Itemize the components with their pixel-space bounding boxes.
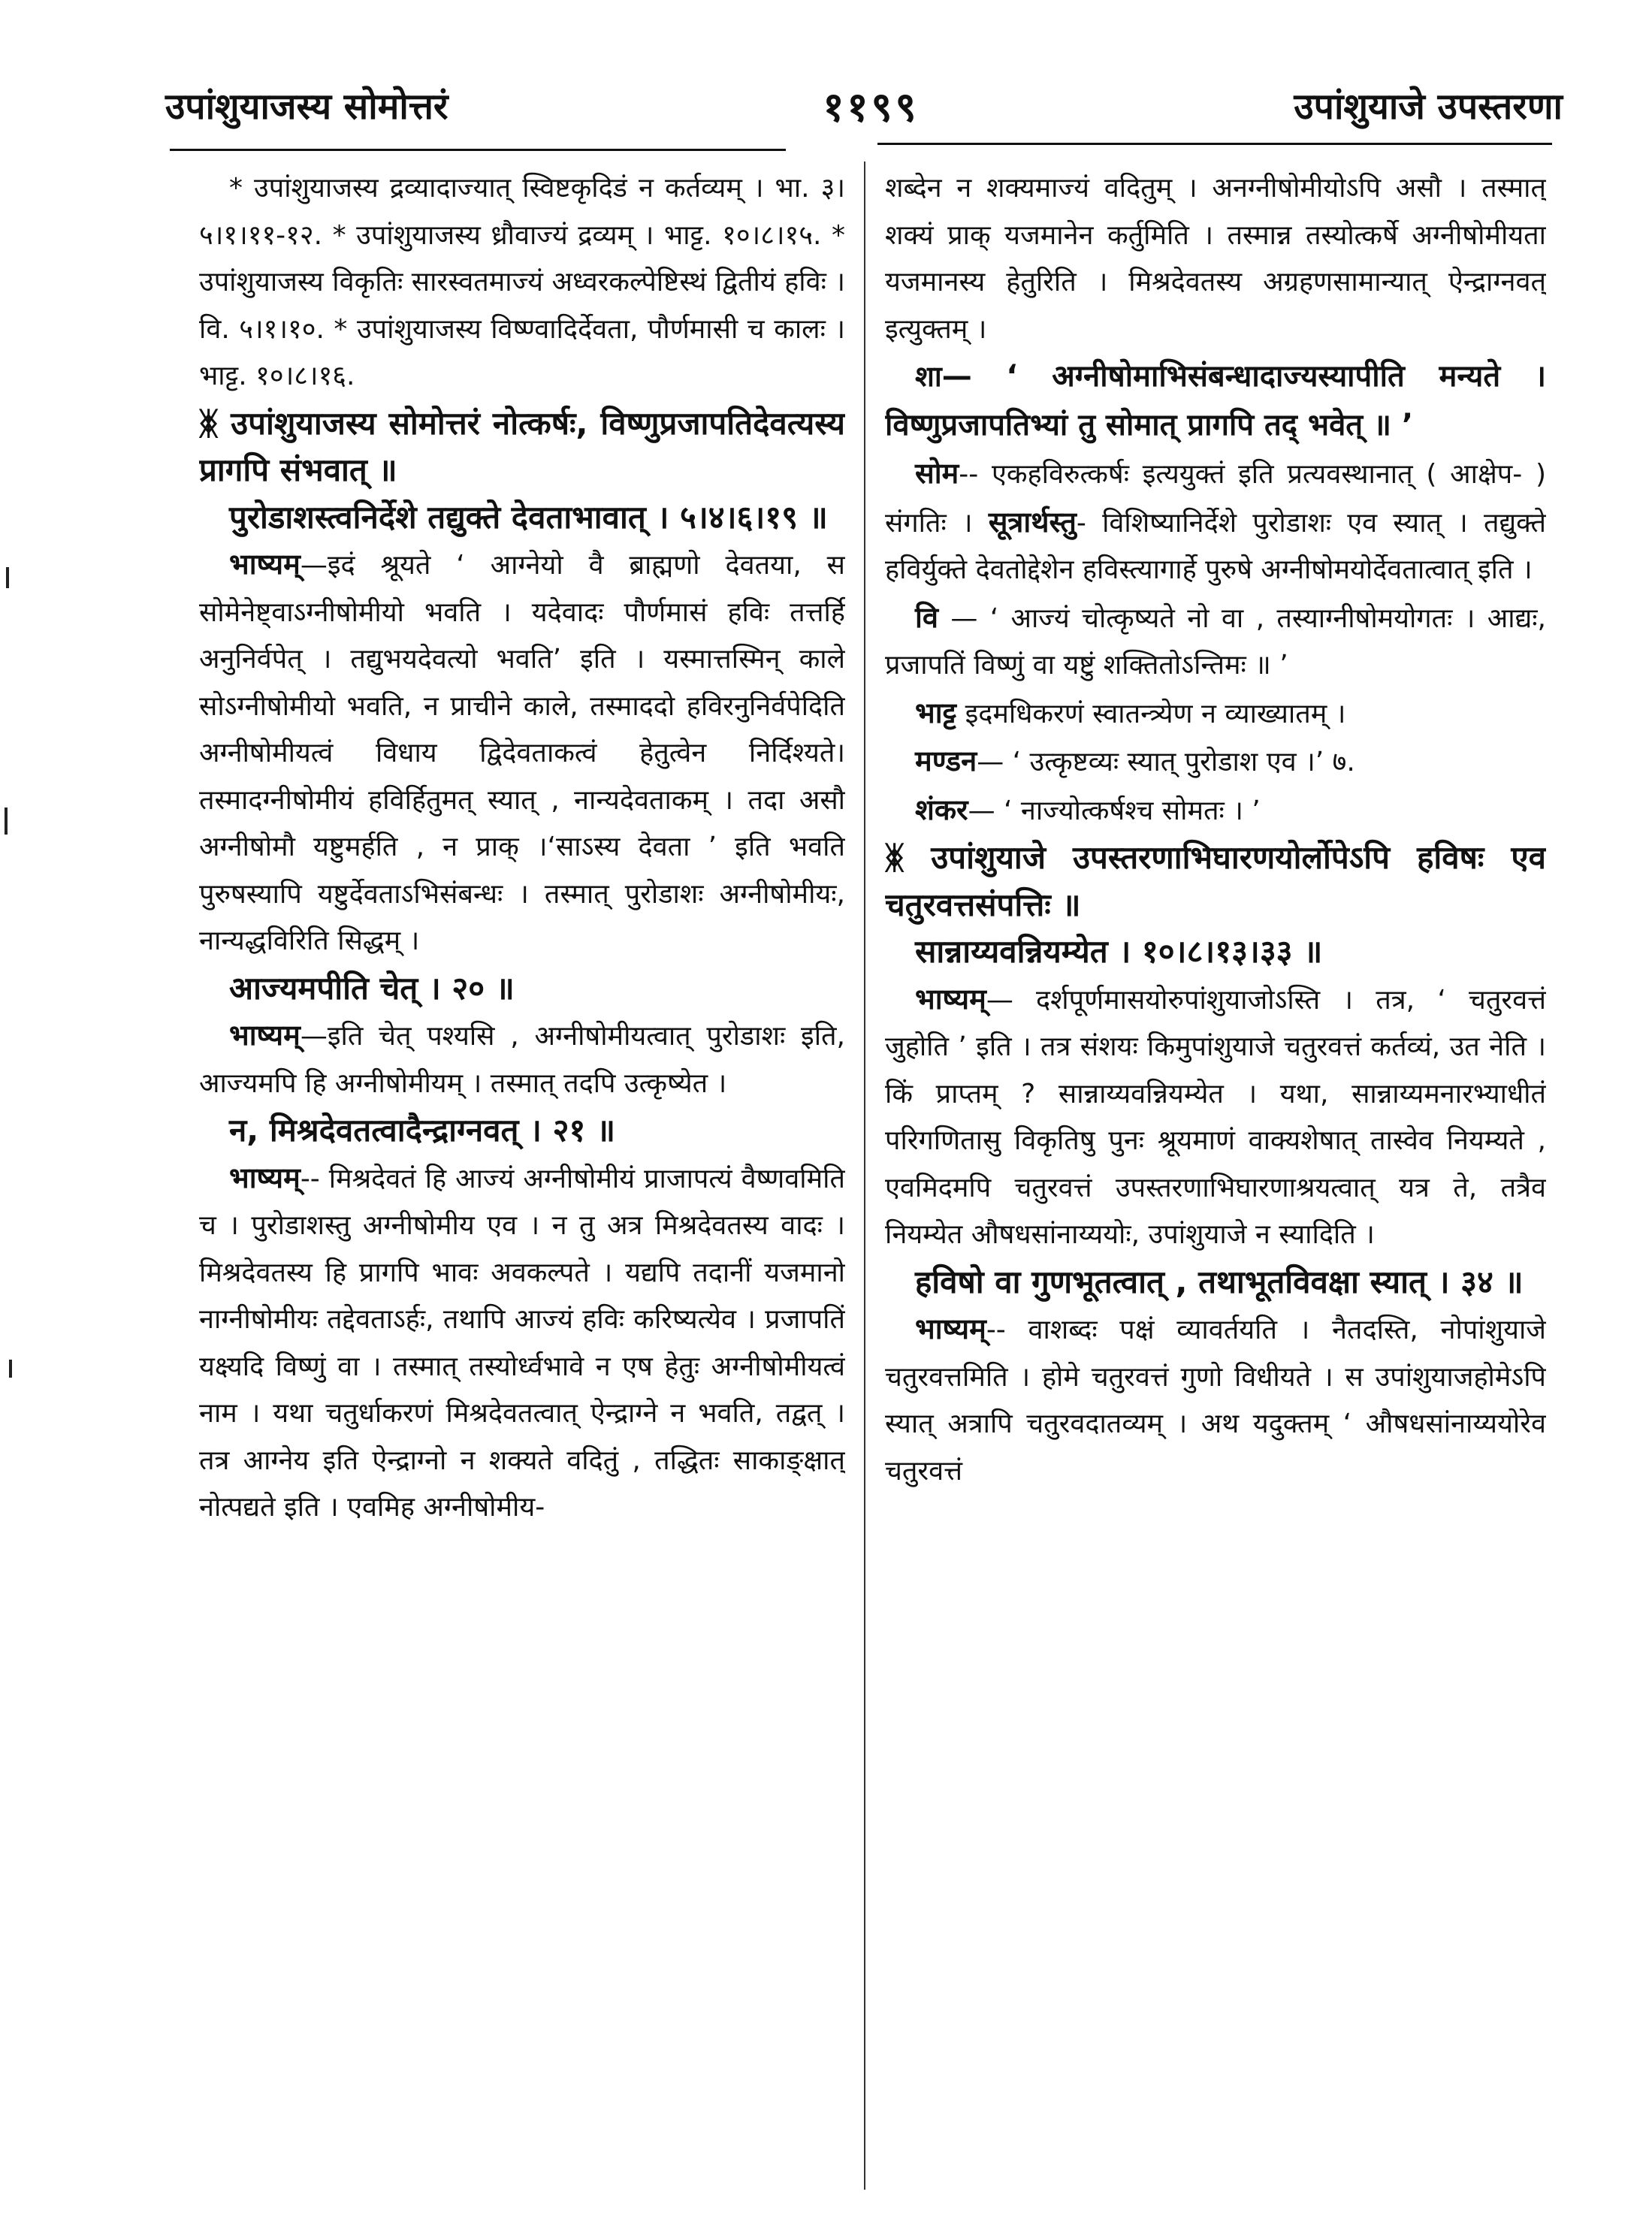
commentary-label: वि [915, 600, 938, 634]
bhashya-19 [199, 541, 845, 965]
shankara-note [885, 786, 1546, 835]
commentary-label: भाट्ट [915, 696, 957, 729]
sutra-20: आज्यमपीति चेत् । २० ॥ [229, 969, 515, 1007]
mandana-note [885, 738, 1546, 786]
sutrartha-label: सूत्रार्थस्तु [988, 505, 1077, 539]
commentary-label: शंकर [915, 792, 968, 826]
commentary-text: — ‘ उत्कृष्टव्यः स्यात् पुरोडाश एव ।’ ७. [977, 747, 1355, 777]
bhashya-33 [885, 976, 1546, 1259]
column-divider [864, 162, 865, 2190]
bhashya-21 [199, 1155, 845, 1532]
adhikarana-heading [199, 400, 845, 494]
shastradipika-note [885, 353, 1546, 450]
commentary-text: -- एकहविरुत्कर्षः इत्ययुक्तं इति प्रत्यवस्थानात् ( आक्षेप- ) संगतिः । [885, 459, 1546, 539]
running-header [165, 75, 1563, 135]
sutra-21: न, मिश्रदेवतत्वादैन्द्राग्नवत् । २१ ॥ [229, 1112, 616, 1149]
adhikarana-text: उपांशुयाजे उपस्तरणाभिघारणयोर्लोपेऽपि हविषः एव चतुरवत्तसंपत्तिः ॥ [885, 839, 1546, 923]
header-left-title: उपांशुयाजस्य सोमोत्तरं [165, 85, 448, 128]
section-mark-icon: ᛤ [199, 404, 219, 442]
header-rule-left [170, 149, 786, 151]
cross-reference-notes: * उपांशुयाजस्य द्रव्यादाज्यात् स्विष्टकृदिडं न कर्तव्यम् । भा. ३।५।१।११-१२. * उपांशुयाजस्य ध्रौवाज्यं द्रव्यम् । भाट्ट. १०।८।१५. * उपांशुयाजस्य विकृतिः सारस्वतमाज्यं अध्वरकल्पेष्टिस्थं द्वितीयं हविः । वि. ५।१।१०. * उपांशुयाजस्य विष्ण्वादिर्देवता, पौर्णमासी च कालः । भाट्ट. १०।८।१६. [199, 173, 845, 391]
vidhi-note [885, 594, 1546, 690]
scan-margin-mark [5, 808, 8, 835]
scan-margin-mark [6, 567, 9, 588]
commentary-label: शा [915, 360, 942, 393]
bhashya-label: भाष्यम् [229, 548, 301, 581]
bhashya-label: भाष्यम् [229, 1161, 301, 1194]
right-column [885, 165, 1546, 2193]
header-rule-right [877, 143, 1552, 145]
commentary-text: — ‘ आज्यं चोत्कृष्यते नो वा , तस्याग्नीषोमयोगतः । आद्यः, प्रजापतिं विष्णुं वा यष्टुं शक्तितोऽन्तिमः ॥ ’ [885, 602, 1546, 681]
bhashya-label: भाष्यम् [915, 1312, 986, 1345]
commentary-text: - विशिष्यानिर्देशे पुरोडाशः एव स्यात् । तद्युक्ते हविर्युक्ते देवतोद्देशेन हविस्त्यागार्हे पुरुषे अग्नीषोमयोर्देवतात्वात् इति । [885, 507, 1546, 585]
scan-margin-mark [9, 1360, 12, 1378]
sutra-19: पुरोडाशस्त्वनिर्देशे तद्युक्ते देवताभावात् । ५।४।६।१९ ॥ [229, 498, 828, 536]
commentary-text: — ‘ नाज्योत्कर्षश्च सोमतः । ’ [968, 795, 1261, 826]
bhashya-20 [199, 1012, 845, 1107]
bhashya-34 [885, 1306, 1546, 1495]
bhashya-text: —इति चेत् पश्यसि , अग्नीषोमीयत्वात् पुरोडाशः इति, आज्यमपि हि अग्नीषोमीयम् । तस्मात् तदपि उत्कृष्येत । [199, 1021, 845, 1099]
bhashya-text: -- मिश्रदेवतं हि आज्यं अग्नीषोमीयं प्राजापत्यं वैष्णवमिति च । पुरोडाशस्तु अग्नीषोमीय एव । न तु अत्र मिश्रदेवतस्य वादः । मिश्रदेवतस्य हि प्रागपि भावः अवकल्पते । यद्यपि तदानीं यजमानो नाग्नीषोमीयः तद्देवताऽर्हः, तथापि आज्यं हविः करिष्यत्येव । प्रजापतिं यक्ष्यदि विष्णुं वा । तस्मात् तस्योर्ध्वभावे न एष हेतुः अग्नीषोमीयत्वं नाम । यथा चतुर्धाकरणं मिश्रदेवतत्वात् ऐन्द्राग्ने न भवति, तद्वत् । तत्र आग्नेय इति ऐन्द्राग्नो न शक्यते वदितुं , तद्धितः साकाङ्क्षात् नोत्पद्यते इति । एवमिह अग्नीषोमीय- [199, 1163, 845, 1523]
somanatha-note [885, 450, 1546, 594]
commentary-label: सोम [915, 457, 959, 490]
adhikarana-heading [885, 835, 1546, 928]
bhashya-label: भाष्यम् [229, 1019, 301, 1052]
bhashya-text: —इदं श्रूयते ‘ आग्नेयो वै ब्राह्मणो देवतया, स सोमेनेष्ट्वाऽग्नीषोमीयो भवति । यदेवादः पौर्णमासं हविः तत्तर्हि अनुनिर्वपेत् । तद्युभयदेवत्यो भवति’ इति । यस्मात्तस्मिन् काले सोऽग्नीषोमीयो भवति, न प्राचीने काले, तस्माददो हविरनुनिर्वपेदिति अग्नीषोमीयत्वं विधाय द्विदेवताकत्वं हेतुत्वेन निर्दिश्यते। तस्मादग्नीषोमीयं हविर्हितुमत् स्यात् , नान्यदेवताकम् । तदा असौ अग्नीषोमौ यष्टुमर्हति , न प्राक् ।‘साऽस्य देवता ’ इति भवति पुरुषस्यापि यष्टुर्देवताऽभिसंबन्धः । तस्मात् पुरोडाशः अग्नीषोमीयः, नान्यद्धविरिति सिद्धम् । [199, 550, 845, 956]
left-column [199, 165, 845, 2193]
bhashya-label: भाष्यम् [915, 982, 986, 1016]
header-right-title: उपांशुयाजे उपस्तरणा [1294, 85, 1563, 128]
commentary-text: इदमधिकरणं स्वातन्त्र्येण न व्याख्यातम् । [965, 698, 1346, 729]
bhashya-text: — दर्शपूर्णमासयोरुपांशुयाजोऽस्ति । तत्र, ‘ चतुरवत्तं जुहोति ’ इति । तत्र संशयः किमुपांशुयाजे चतुरवत्तं कर्तव्यं, उत नेति । किं प्राप्तम् ? सान्नाय्यवन्नियम्येत । यथा, सान्नाय्यमनारभ्याधीतं परिगणितासु विकृतिषु पुनः श्रूयमाणं वाक्यशेषात् तास्वेव नियम्यते , एवमिदमपि चतुरवत्तं उपस्तरणाभिघारणाश्रयत्वात् यत्र ते, तत्रैव नियम्येत औषधसांनाय्ययोः, उपांशुयाजे न स्यादिति । [885, 984, 1546, 1250]
bhashya-text: -- वाशब्दः पक्षं व्यावर्तयति । नैतदस्ति, नोपांशुयाजे चतुरवत्तमिति । होमे चतुरवत्तं गुणो विधीयते । स उपांशुयाजहोमेऽपि स्यात् अत्रापि चतुरवदातव्यम् । अथ यदुक्तम् ‘ औषधसांनाय्ययोरेव चतुरवत्तं [885, 1315, 1546, 1487]
sutra-34: हविषो वा गुणभूतत्वात् , तथाभूतविवक्षा स्यात् । ३४ ॥ [915, 1263, 1524, 1300]
adhikarana-text: उपांशुयाजस्य सोमोत्तरं नोत्कर्षः, विष्णुप्रजापतिदेवत्यस्य प्रागपि संभवात् ॥ [199, 404, 845, 488]
bhatta-note [885, 690, 1546, 738]
page-number: ११९९ [823, 83, 920, 131]
commentary-label: मण्डन [915, 744, 977, 777]
sutra-33: सान्नाय्यवन्नियम्येत । १०।८।१३।३३ ॥ [915, 933, 1323, 970]
bhashya-21-continued: शब्देन न शक्यमाज्यं वदितुम् । अनग्नीषोमीयोऽपि असौ । तस्मात् शक्यं प्राक् यजमानेन कर्तुमिति । तस्मान्न तस्योत्कर्षे अग्नीषोमीयता यजमानस्य हेतुरिति । मिश्रदेवतस्य अग्रहणसामान्यात् ऐन्द्राग्नवत् इत्युक्तम् । [885, 173, 1546, 345]
section-mark-icon: ᛤ [885, 839, 905, 876]
commentary-text: — ‘ अग्नीषोमाभिसंबन्धादाज्यस्यापीति मन्यते । विष्णुप्रजापतिभ्यां तु सोमात् प्रागपि तद् भवेत् ॥ ’ [885, 359, 1546, 442]
